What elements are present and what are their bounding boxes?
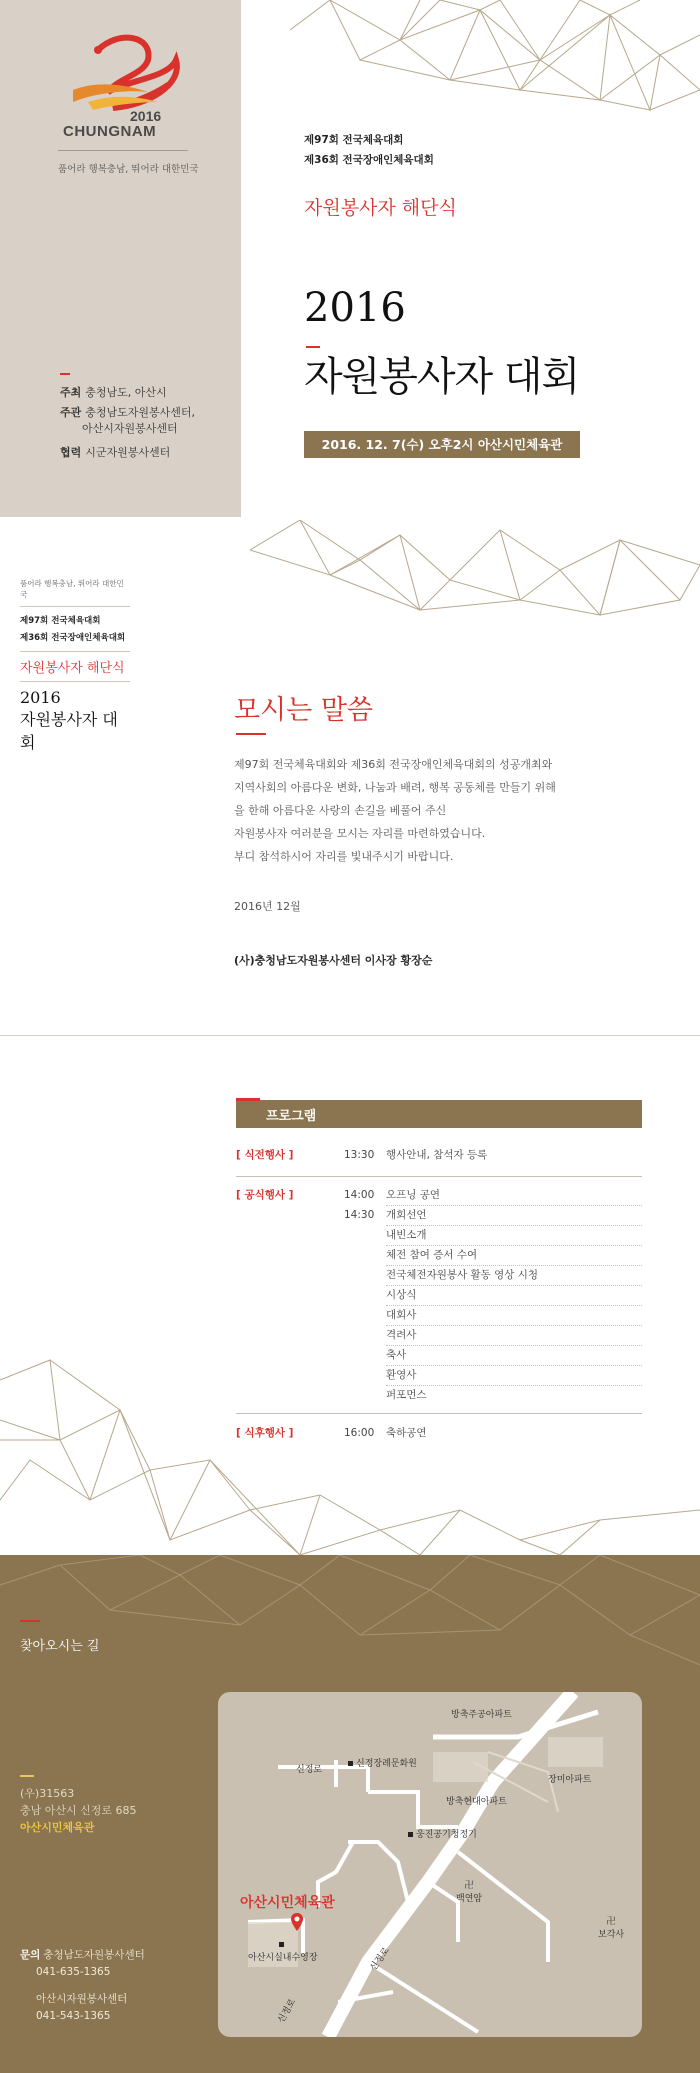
contact-org-2: 아산시자원봉사센터: [36, 1993, 128, 2005]
program-item: 시상식: [386, 1285, 642, 1306]
greeting-section: [0, 520, 700, 1040]
map-label-text: 아산시실내수영장: [248, 1953, 318, 1963]
program-item: 축사: [386, 1345, 642, 1366]
map-label-text: 신정장례문화원: [356, 1759, 417, 1769]
greeting-date: 2016년 12월: [234, 900, 301, 913]
program-time: 16:00: [344, 1427, 375, 1439]
cover-title: 자원봉사자 대회: [304, 354, 580, 400]
program-row: [236, 1345, 642, 1365]
directions-accent-dash: [20, 1620, 40, 1622]
program-row: [236, 1365, 642, 1385]
temple-icon: 卍: [606, 1917, 616, 1927]
program-row: [236, 1245, 642, 1265]
map-label-apartment: 방축현대아파트: [446, 1797, 507, 1807]
program-row: [236, 1305, 642, 1325]
program-time: 14:00: [344, 1189, 375, 1201]
cover-year: 2016: [304, 285, 406, 331]
cooperation-value: 시군자원봉사센터: [85, 446, 171, 459]
map-label-apartment: 방축주공아파트: [451, 1710, 512, 1720]
zip-code: (우)31563: [20, 1787, 75, 1800]
program-row: [236, 1423, 642, 1443]
post-event-group: [236, 1423, 642, 1443]
side-year: 2016: [20, 688, 61, 707]
map-label-text: 보각사: [598, 1930, 625, 1940]
logo-year: 2016: [130, 108, 162, 124]
program-title: 프로그램: [266, 1109, 317, 1124]
program-item: 내빈소개: [386, 1225, 642, 1246]
map-label-temple: [598, 1914, 624, 1940]
map-label-venue: 아산시민체육관: [240, 1895, 335, 1911]
location-pin-icon: [290, 1912, 304, 1932]
event-line-1: 제97회 전국체육대회: [304, 134, 404, 146]
program-row: [236, 1225, 642, 1245]
contact-block: [20, 1947, 145, 2025]
greeting-title: 모시는 말씀: [234, 695, 373, 726]
program-row: [236, 1205, 642, 1225]
group-divider: [236, 1176, 642, 1177]
greeting-line: 부디 참석하시어 자리를 빛내주시기 바랍니다.: [234, 850, 454, 863]
greeting-line: 지역사회의 아름다운 변화, 나눔과 배려, 행복 공동체를 만들기 위해: [234, 781, 556, 794]
program-category: [ 식전행사 ]: [236, 1149, 294, 1161]
program-row: [236, 1265, 642, 1285]
section-divider: [0, 1035, 700, 1036]
event-line-2: 제36회 전국장애인체육대회: [304, 154, 434, 166]
date-place-banner: 2016. 12. 7(수) 오후2시 아산시민체육관: [304, 431, 580, 458]
program-header-accent: [236, 1098, 260, 1101]
map-label-landmark: [348, 1756, 417, 1769]
slogan: 품어라 행복충남, 뛰어라 대한민국: [58, 164, 199, 175]
map-label-road: 신정로: [276, 1997, 299, 2026]
greeting-signature: (사)충청남도자원봉사센터 이사장 황장순: [234, 954, 433, 967]
greeting-line: 자원봉사자 여러분을 모시는 자리를 마련하였습니다.: [234, 827, 486, 840]
address-line: 충남 아산시 신정로 685: [20, 1804, 137, 1817]
cover-sidebar: [0, 0, 241, 517]
map-label-text: 백연암: [456, 1894, 483, 1904]
side-subtitle: 자원봉사자 해단식: [20, 652, 130, 682]
program-item: 전국체전자원봉사 활동 영상 시청: [386, 1265, 642, 1286]
divider: [58, 150, 188, 151]
program-item: 축하공연: [386, 1427, 427, 1439]
map-label-landmark: [248, 1940, 318, 1963]
program-item: 대회사: [386, 1305, 642, 1326]
greeting-line: 을 한해 아름다운 사랑의 손길을 베풀어 주신: [234, 804, 447, 817]
organizer-value-2: 아산시자원봉사센터: [82, 422, 178, 435]
program-item: 격려사: [386, 1325, 642, 1346]
cooperation-label: 협력: [60, 446, 82, 459]
contact-label: 문의: [20, 1949, 41, 1961]
accent-dash: [60, 373, 70, 375]
location-map[interactable]: [218, 1692, 642, 2037]
polygon-decoration: [0, 1555, 700, 1685]
program-category: [ 식후행사 ]: [236, 1427, 294, 1439]
program-item: 퍼포먼스: [386, 1389, 427, 1401]
side-event-lines: [20, 607, 130, 652]
map-label-apartment: 장미아파트: [548, 1775, 592, 1785]
map-label-road: 신정로: [368, 1945, 392, 1973]
address-block: [20, 1785, 137, 1836]
side-title: 자원봉사자 대회: [20, 710, 118, 752]
temple-icon: 卍: [464, 1881, 474, 1891]
map-label-temple: [456, 1878, 482, 1904]
program-item: 행사안내, 참석자 등록: [386, 1149, 488, 1161]
organizer-value-1: 충청남도자원봉사센터,: [85, 406, 196, 419]
program-category: [ 공식행사 ]: [236, 1189, 294, 1201]
map-label-landmark: [408, 1827, 477, 1840]
host-line: [60, 385, 167, 401]
program-row: [236, 1325, 642, 1345]
side-event-2: 제36회 전국장애인체육대회: [20, 633, 126, 643]
greeting-sidebar: [20, 578, 130, 753]
program-section: [0, 1040, 700, 1555]
program-row: [236, 1285, 642, 1305]
cooperation-line: [60, 445, 170, 461]
organizer-label: 주관: [60, 406, 82, 419]
host-label: 주최: [60, 386, 82, 399]
program-row: [236, 1145, 642, 1165]
map-label-road: 신정로: [296, 1765, 323, 1775]
chungnam-logo-emblem: [58, 30, 198, 115]
group-divider: [236, 1413, 642, 1414]
cover-section: [0, 0, 700, 520]
greeting-line: 제97회 전국체육대회와 제36회 전국장애인체육대회의 성공개최와: [234, 758, 553, 771]
program-time: 13:30: [344, 1149, 375, 1161]
contact-org-1: 충청남도자원봉사센터: [43, 1949, 145, 1961]
program-item: 오프닝 공연: [386, 1185, 642, 1206]
side-event-1: 제97회 전국체육대회: [20, 616, 101, 626]
event-lines: [304, 130, 434, 170]
host-value: 충청남도, 아산시: [85, 386, 167, 399]
side-slogan: 품어라 행복충남, 뛰어라 대한민국: [20, 578, 130, 607]
program-row: [236, 1385, 642, 1405]
contact-phone-1: 041-635-1365: [36, 1966, 111, 1978]
greeting-body: [234, 753, 556, 868]
map-label-text: 웅진공기청정기: [416, 1830, 477, 1840]
map-roads: [218, 1692, 642, 2037]
organizer-line: [60, 405, 195, 437]
program-row: [236, 1185, 642, 1205]
logo-name: CHUNGNAM: [63, 123, 157, 140]
venue-name: 아산시민체육관: [20, 1821, 95, 1834]
program-item: 환영사: [386, 1365, 642, 1386]
cover-subtitle: 자원봉사자 해단식: [304, 197, 457, 219]
greeting-accent-dash: [236, 733, 266, 735]
directions-title: 찾아오시는 길: [20, 1639, 100, 1654]
main-event-group: [236, 1185, 642, 1405]
address-accent-dash: [20, 1775, 34, 1777]
pre-event-group: [236, 1145, 642, 1165]
contact-phone-2: 041-543-1365: [36, 2010, 111, 2022]
directions-section: [0, 1555, 700, 2073]
program-item: 체전 참여 증서 수여: [386, 1245, 642, 1266]
program-item: 개회선언: [386, 1205, 642, 1226]
program-time: 14:30: [344, 1209, 375, 1221]
